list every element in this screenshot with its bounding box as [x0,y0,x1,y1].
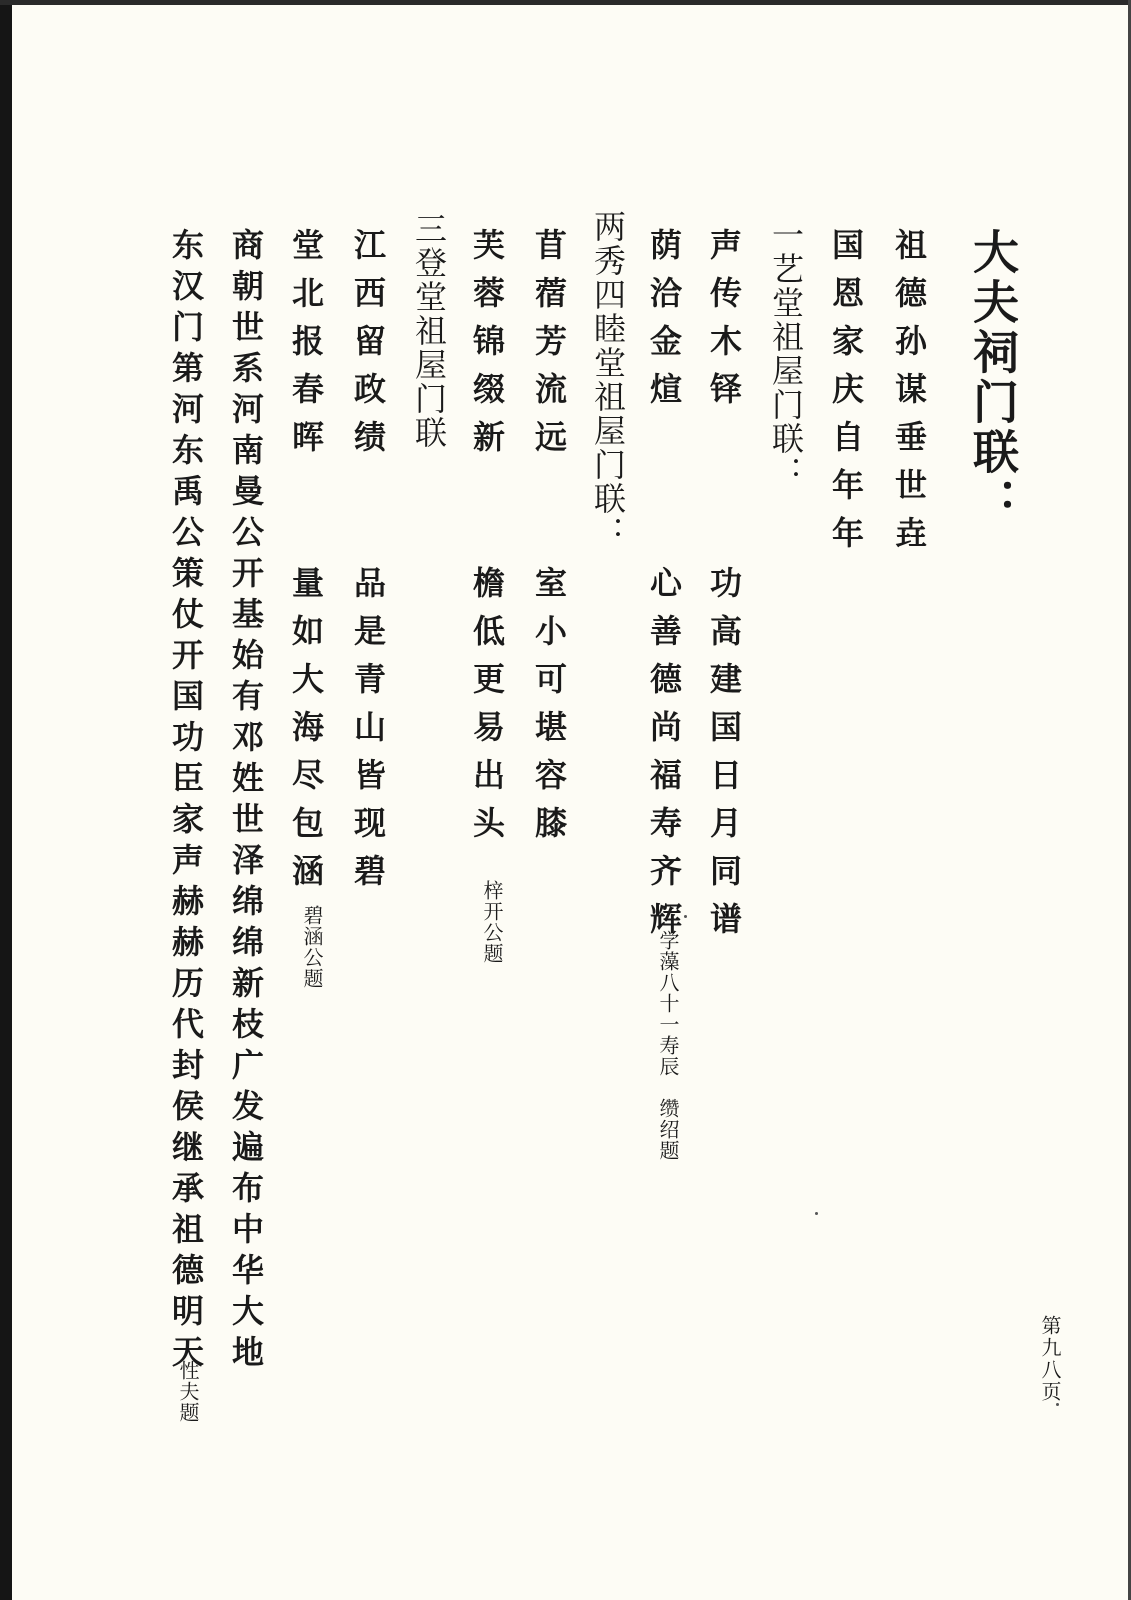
scan-edge-left [0,0,12,1600]
couplet-line-lower: 国恩家庆自年年 [827,228,865,564]
couplet-line-upper: 祖德孙谋垂世垚 [890,228,928,564]
section-heading: 三登堂祖屋门联 [410,212,448,450]
scan-edge-top [0,0,1131,5]
couplet-line-long: 商朝世系河南曼公开基始有邓姓世泽绵绵新枝广发遍布中华大地 [227,228,265,1376]
couplet-line-lower: 心善德尚福寿齐辉 [645,566,683,950]
couplet-line-upper: 江西留政绩 [349,228,387,468]
section-heading: 两秀四睦堂祖屋门联： [589,210,627,550]
couplet-line-lower: 功高建国日月同谱 [705,566,743,950]
scan-speck [815,1212,818,1215]
page-number: 第九八页 [1038,1315,1062,1403]
couplet-line-upper: 堂北报春晖 [287,228,325,468]
signature: 梓开公题 [480,880,504,964]
couplet-line-lower: 檐低更易出头 [468,566,506,854]
couplet-line-long: 东汉门第河东禹公策仗开国功臣家声赫赫历代封侯继承祖德明天 [167,228,205,1376]
page-title: 大夫祠门联： [966,228,1020,528]
couplet-line-upper: 苜蓿芳流远 [530,228,568,468]
signature: 性夫题 [176,1360,200,1423]
couplet-line-upper: 声传木铎 [705,228,743,420]
scan-speck [684,915,687,918]
signature: 碧涵公题 [300,905,324,989]
section-heading: 一艺堂祖屋门联： [767,218,805,490]
couplet-line-upper: 芙蓉锦缀新 [468,228,506,468]
couplet-line-lower: 量如大海尽包涵 [287,566,325,902]
scan-speck [1056,1403,1059,1406]
couplet-line-lower: 品是青山皆现碧 [349,566,387,902]
couplet-line-upper: 荫洽金煊 [645,228,683,420]
couplet-line-lower: 室小可堪容膝 [530,566,568,854]
signature: 学藻八十一寿辰 缵绍题 [656,930,680,1161]
